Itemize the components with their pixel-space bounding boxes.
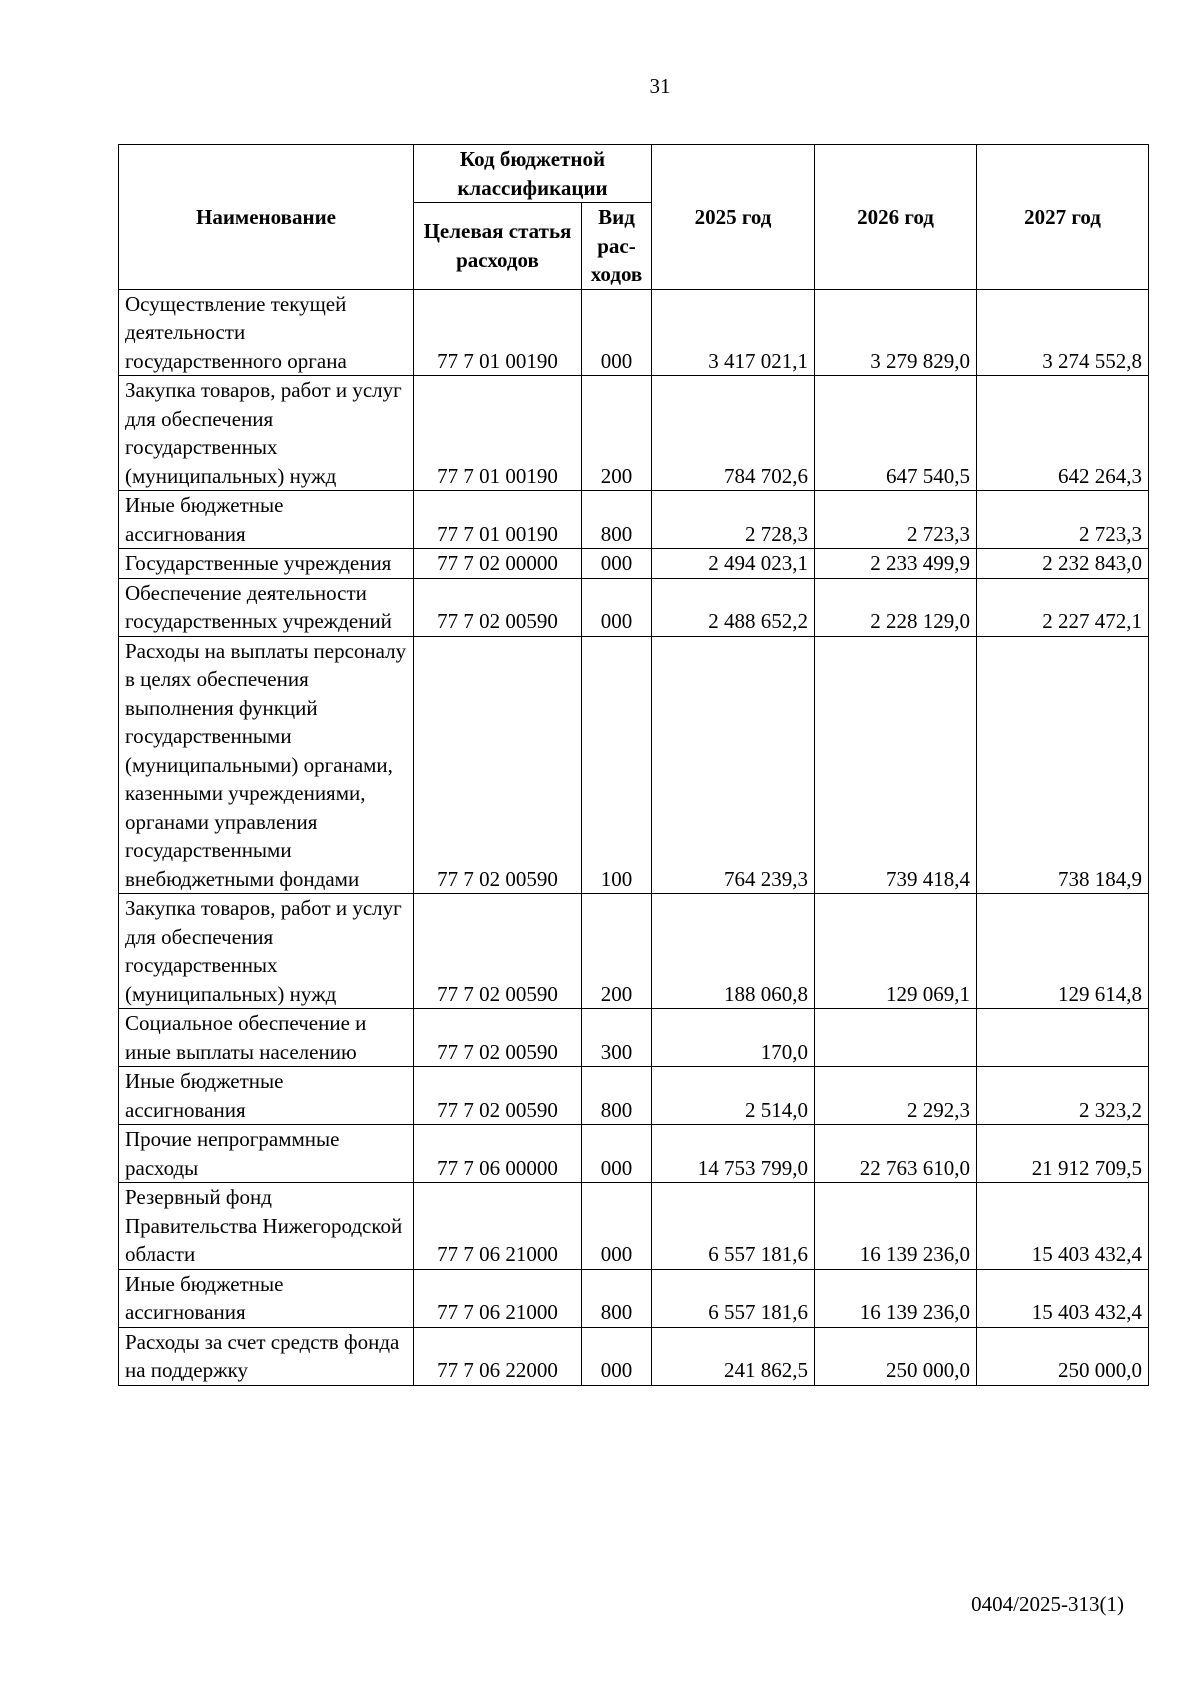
row-value-2025: 14 753 799,0 [652,1125,815,1183]
row-name: Государственные учреждения [119,549,414,579]
header-target-article: Целевая статья расходов [414,203,582,290]
row-value-2025: 241 862,5 [652,1327,815,1385]
table-body [119,289,1149,1385]
row-name: Обеспечение деятельности государственных учреждений [119,578,414,636]
row-value-2026: 2 228 129,0 [815,578,977,636]
row-expense-type: 800 [582,1269,652,1327]
row-value-2025: 2 494 023,1 [652,549,815,579]
row-value-2027: 3 274 552,8 [977,289,1149,376]
row-expense-type: 000 [582,549,652,579]
row-value-2027: 129 614,8 [977,894,1149,1009]
row-name: Иные бюджетные ассигнования [119,1269,414,1327]
row-value-2025: 6 557 181,6 [652,1183,815,1270]
row-value-2027: 738 184,9 [977,636,1149,894]
row-expense-type: 000 [582,578,652,636]
row-expense-type: 300 [582,1009,652,1067]
row-value-2026: 129 069,1 [815,894,977,1009]
table-row [119,1009,1149,1067]
row-value-2026: 647 540,5 [815,376,977,491]
row-target-article: 77 7 01 00190 [414,491,582,549]
table-row [119,1183,1149,1270]
row-target-article: 77 7 06 21000 [414,1183,582,1270]
row-value-2025: 764 239,3 [652,636,815,894]
row-name: Осуществление текущей деятельности государственного органа [119,289,414,376]
row-value-2027: 250 000,0 [977,1327,1149,1385]
row-value-2026: 250 000,0 [815,1327,977,1385]
row-target-article: 77 7 02 00000 [414,549,582,579]
row-value-2027: 2 723,3 [977,491,1149,549]
table-row [119,289,1149,376]
row-value-2027: 2 323,2 [977,1067,1149,1125]
row-value-2025: 3 417 021,1 [652,289,815,376]
row-name: Расходы за счет средств фонда на поддержку [119,1327,414,1385]
table-row [119,376,1149,491]
row-value-2027: 2 227 472,1 [977,578,1149,636]
document-code: 0404/2025-313(1) [971,1592,1124,1616]
row-value-2027: 642 264,3 [977,376,1149,491]
row-value-2026: 22 763 610,0 [815,1125,977,1183]
row-expense-type: 000 [582,1125,652,1183]
row-value-2026 [815,1009,977,1067]
budget-table [118,144,1149,1386]
row-value-2026: 2 723,3 [815,491,977,549]
row-value-2026: 16 139 236,0 [815,1269,977,1327]
row-value-2025: 6 557 181,6 [652,1269,815,1327]
table-row [119,1067,1149,1125]
row-expense-type: 000 [582,289,652,376]
row-target-article: 77 7 02 00590 [414,578,582,636]
row-value-2027 [977,1009,1149,1067]
row-value-2027: 15 403 432,4 [977,1183,1149,1270]
header-2027: 2027 год [977,145,1149,290]
row-expense-type: 800 [582,491,652,549]
row-expense-type: 200 [582,376,652,491]
row-value-2025: 2 514,0 [652,1067,815,1125]
row-name: Закупка товаров, работ и услуг для обеспечения государственных (муниципальных) нужд [119,376,414,491]
header-2026: 2026 год [815,145,977,290]
page-number: 31 [649,74,671,98]
row-value-2027: 2 232 843,0 [977,549,1149,579]
row-value-2025: 784 702,6 [652,376,815,491]
row-value-2026: 2 233 499,9 [815,549,977,579]
header-code-group: Код бюджетной классификации [414,145,652,203]
header-expense-type: Вид рас-ходов [582,203,652,290]
row-value-2026: 739 418,4 [815,636,977,894]
row-target-article: 77 7 02 00590 [414,894,582,1009]
table-row [119,636,1149,894]
row-name: Расходы на выплаты персоналу в целях обеспечения выполнения функций государственными (муниципальными) органами, казенными учреждениями, органами управления государственными внебюджетными фондами [119,636,414,894]
row-value-2025: 2 488 652,2 [652,578,815,636]
row-expense-type: 800 [582,1067,652,1125]
row-value-2026: 3 279 829,0 [815,289,977,376]
table-row [119,1125,1149,1183]
row-value-2027: 15 403 432,4 [977,1269,1149,1327]
row-target-article: 77 7 02 00590 [414,636,582,894]
row-value-2025: 2 728,3 [652,491,815,549]
row-target-article: 77 7 06 22000 [414,1327,582,1385]
row-target-article: 77 7 06 21000 [414,1269,582,1327]
table-row [119,549,1149,579]
row-value-2026: 16 139 236,0 [815,1183,977,1270]
row-name: Прочие непрограммные расходы [119,1125,414,1183]
table-row [119,1269,1149,1327]
row-name: Иные бюджетные ассигнования [119,1067,414,1125]
row-expense-type: 100 [582,636,652,894]
row-expense-type: 200 [582,894,652,1009]
row-value-2025: 170,0 [652,1009,815,1067]
table-row [119,894,1149,1009]
table-header [119,145,1149,290]
row-expense-type: 000 [582,1327,652,1385]
row-name: Резервный фонд Правительства Нижегородской области [119,1183,414,1270]
row-target-article: 77 7 01 00190 [414,376,582,491]
table-row [119,1327,1149,1385]
row-expense-type: 000 [582,1183,652,1270]
header-name: Наименование [119,145,414,290]
row-value-2025: 188 060,8 [652,894,815,1009]
row-target-article: 77 7 02 00590 [414,1009,582,1067]
row-value-2027: 21 912 709,5 [977,1125,1149,1183]
table-row [119,578,1149,636]
row-target-article: 77 7 02 00590 [414,1067,582,1125]
table-row [119,491,1149,549]
row-target-article: 77 7 01 00190 [414,289,582,376]
row-name: Социальное обеспечение и иные выплаты населению [119,1009,414,1067]
row-value-2026: 2 292,3 [815,1067,977,1125]
header-2025: 2025 год [652,145,815,290]
row-name: Закупка товаров, работ и услуг для обеспечения государственных (муниципальных) нужд [119,894,414,1009]
row-target-article: 77 7 06 00000 [414,1125,582,1183]
row-name: Иные бюджетные ассигнования [119,491,414,549]
